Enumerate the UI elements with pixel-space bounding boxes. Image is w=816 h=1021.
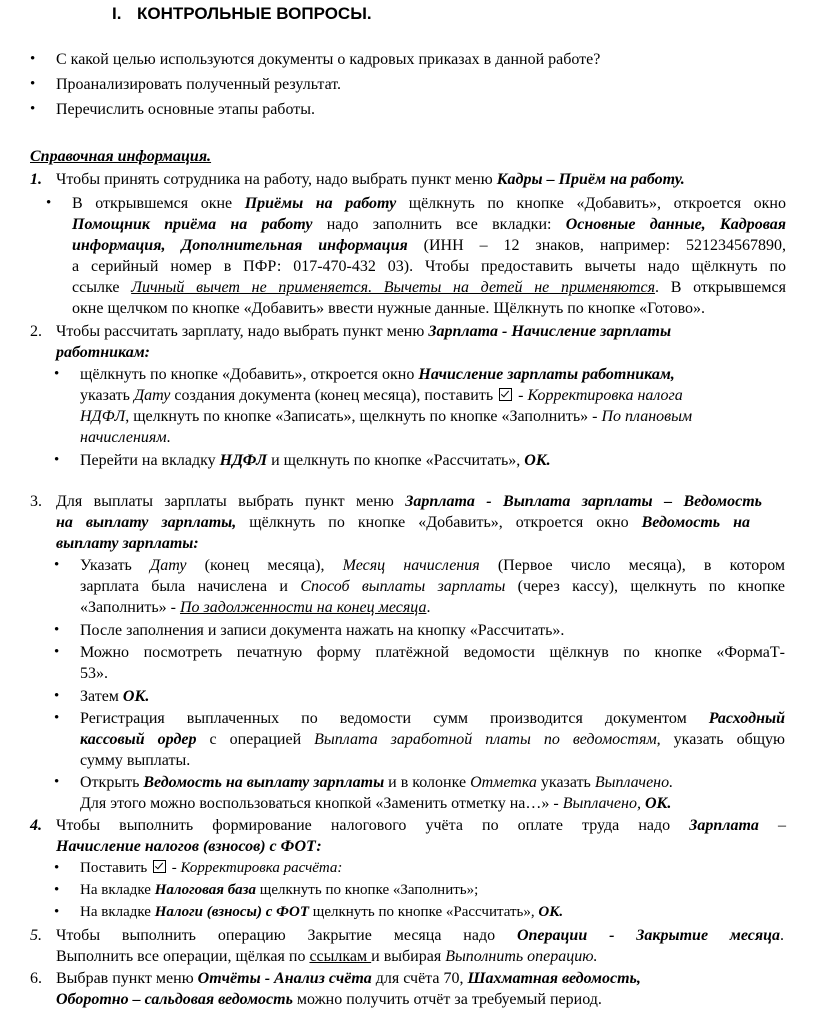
step-4-text: Начисление налогов (взносов) с ФОТ: [56,838,322,855]
step-3-text: выплату зарплаты: [56,535,199,552]
question-item: • Перечислить основные этапы работы. [56,99,315,120]
step-4-text: Чтобы выполнить формирование налогового учёта по оплате труда надо Зарплата – [56,817,786,834]
heading-number: I. [112,4,122,23]
item-number: 1. [30,171,42,188]
step-5-text: Чтобы выполнить операцию Закрытие месяца надо Операции - Закрытие месяца. [56,927,785,944]
reference-title: Справочная информация. [30,148,212,165]
step-1-line: информация, Дополнительная информация (ИНН – 12 знаков, например: 521234567890, [72,237,786,254]
step-4-bullet: • На вкладке Налоги (взносы) с ФОТ щелкнуть по кнопке «Рассчитать», ОК. [80,902,563,923]
step-3-bullet: • Можно посмотреть печатную форму платёжной ведомости щёлкнув по кнопке «ФормаТ- [80,642,785,663]
item-number: 2. [30,323,42,340]
question-item: • С какой целью используются документы о кадровых приказах в данной работе? [56,49,600,70]
step-3-line: «Заполнить» - По задолженности на конец месяца. [80,599,431,616]
step-1-bullet: • В открывшемся окне Приёмы на работу щёлкнуть по кнопке «Добавить», откроется окно [72,193,786,214]
step-3-bullet: • Затем ОК. [80,686,149,707]
step-1-line: а серийный номер в ПФР: 017-470-432 03). Чтобы предоставить вычеты надо щёлкнуть по [72,258,786,275]
step-1-line: ссылке Личный вычет не применяется. Вычеты на детей не применяются. В открывшемся [72,279,786,296]
checkbox-checked-icon [153,860,166,873]
heading-title: КОНТРОЛЬНЫЕ ВОПРОСЫ. [137,4,372,23]
step-1-line: окне щелчком по кнопке «Добавить» ввести нужные данные. Щёлкнуть по кнопке «Готово». [72,300,706,317]
section-heading [112,4,372,24]
step-3-text: на выплату зарплаты, щёлкнуть по кнопке «Добавить», откроется окно Ведомость на [56,514,750,531]
item-number: 3. [30,493,42,510]
step-1-text: Чтобы принять сотрудника на работу, надо выбрать пункт меню Кадры – Приём на работу. [56,171,685,188]
step-4-bullet: • На вкладке Налоговая база щелкнуть по кнопке «Заполнить»; [80,880,478,901]
item-number: 6. [30,970,42,987]
step-3-line: сумму выплаты. [80,752,191,769]
step-2-bullet: • Перейти на вкладку НДФЛ и щелкнуть по кнопке «Рассчитать», ОК. [80,450,551,471]
step-1-line: Помощник приёма на работу надо заполнить все вкладки: Основные данные, Кадровая [72,216,787,233]
step-4-bullet: • Поставить - Корректировка расчёта: [80,858,342,879]
item-number: 4. [30,817,42,834]
step-2-bullet: • щёлкнуть по кнопке «Добавить», откроется окно Начисление зарплаты работникам, [80,364,675,385]
step-3-line: Для этого можно воспользоваться кнопкой «Заменить отметку на…» - Выплачено, ОК. [80,795,672,812]
question-item: • Проанализировать полученный результат. [56,74,341,95]
step-6-text: Оборотно – сальдовая ведомость можно получить отчёт за требуемый период. [56,991,602,1008]
checkbox-checked-icon [499,388,512,401]
step-5-text: Выполнить все операции, щёлкая по ссылкам и выбирая Выполнить операцию. [56,948,598,965]
step-3-bullet: • Указать Дату (конец месяца), Месяц начисления (Первое число месяца), в котором [80,555,785,576]
item-number: 5. [30,927,42,944]
step-3-line: кассовый ордер с операцией Выплата заработной платы по ведомостям, указать общую [80,731,786,748]
step-2-text: работникам: [56,344,150,361]
step-3-text: Для выплаты зарплаты выбрать пункт меню Зарплата - Выплата зарплаты – Ведомость [56,493,762,510]
step-3-bullet: • После заполнения и записи документа нажать на кнопку «Рассчитать». [80,620,564,641]
step-2-line: начислениям. [80,429,171,446]
step-3-bullet: • Открыть Ведомость на выплату зарплаты и в колонке Отметка указать Выплачено. [80,772,673,793]
step-2-line: указать Дату создания документа (конец месяца), поставить - Корректировка налога [80,387,683,404]
step-3-line: 53». [80,665,108,682]
step-6-text: Выбрав пункт меню Отчёты - Анализ счёта для счёта 70, Шахматная ведомость, [56,970,641,987]
step-2-text: Чтобы рассчитать зарплату, надо выбрать пункт меню Зарплата - Начисление зарплаты [56,323,672,340]
step-3-line: зарплата была начислена и Способ выплаты зарплаты (через кассу), щелкнуть по кнопке [80,578,786,595]
step-2-line: НДФЛ, щелкнуть по кнопке «Записать», щелкнуть по кнопке «Заполнить» - По плановым [80,408,693,425]
step-3-bullet: • Регистрация выплаченных по ведомости сумм производится документом Расходный [80,708,785,729]
